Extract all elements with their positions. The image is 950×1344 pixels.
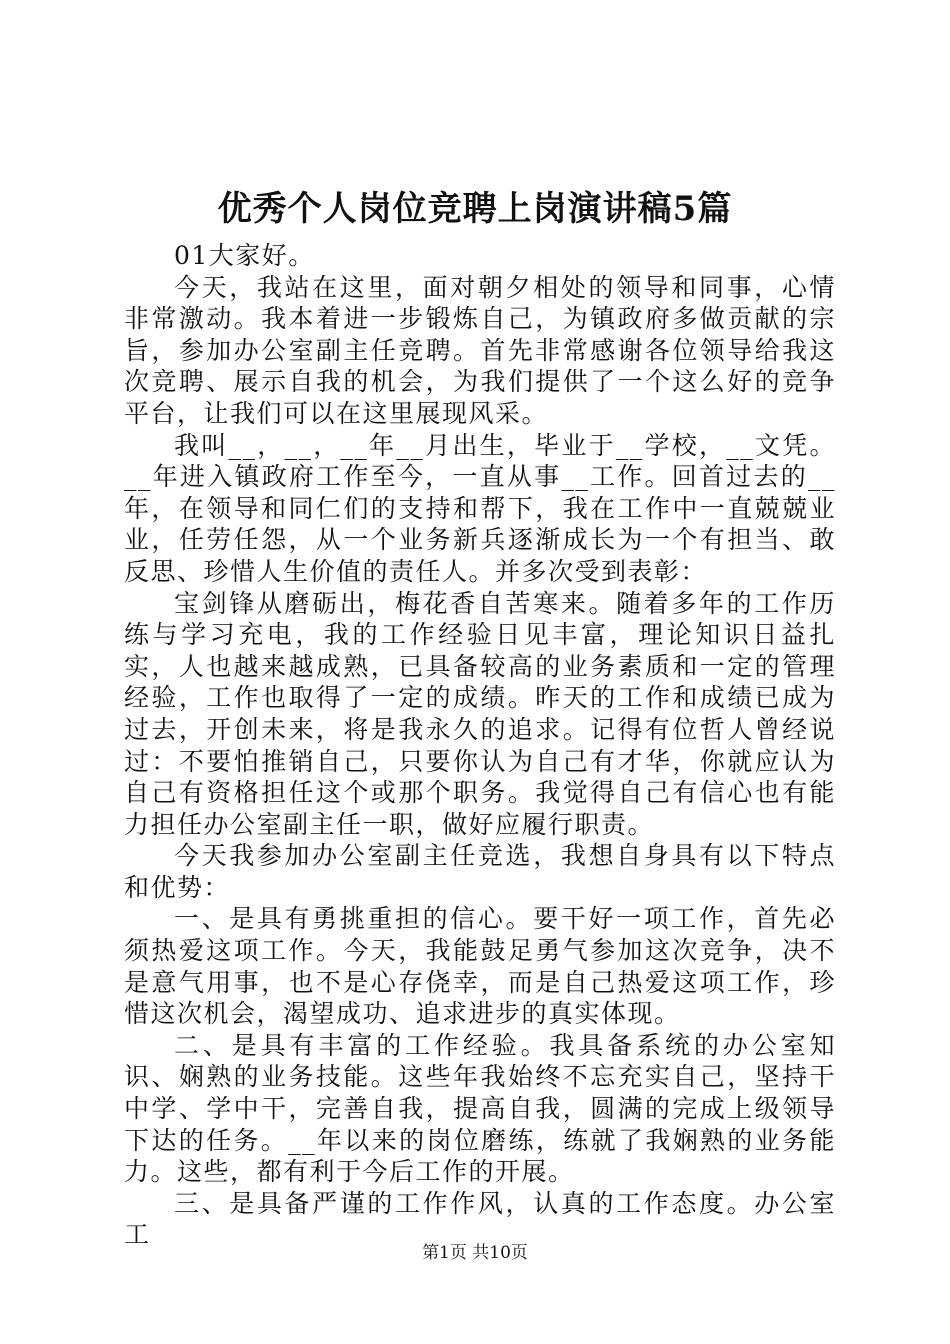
paragraph: 今天，我站在这里，面对朝夕相处的领导和同事，心情非常激动。我本着进一步锻炼自己，为镇政府多做贡献的宗旨，参加办公室副主任竞聘。首先非常感谢各位领导给我这次竞聘、展示自我的机会，为我们提供了一个这么好的竞争平台，让我们可以在这里展现风采。 <box>124 272 836 428</box>
page-footer: 第1页 共10页 <box>422 1243 528 1263</box>
paragraph: 今天我参加办公室副主任竞选，我想自身具有以下特点和优势： <box>124 841 836 902</box>
paragraph: 二、是具有丰富的工作经验。我具备系统的办公室知识、娴熟的业务技能。这些年我始终不忘充实自己，坚持干中学、学中干，完善自我，提高自我，圆满的完成上级领导下达的任务。__年以来的岗位磨练，练就了我娴熟的业务能力。这些，都有利于今后工作的开展。 <box>124 1030 836 1187</box>
document-title: 优秀个人岗位竞聘上岗演讲稿5篇 <box>217 189 733 229</box>
paragraph: 一、是具有勇挑重担的信心。要干好一项工作，首先必须热爱这项工作。今天，我能鼓足勇气参加这次竞争，决不是意气用事，也不是心存侥幸，而是自己热爱这项工作，珍惜这次机会，渴望成功、追求进步的真实体现。 <box>124 904 836 1029</box>
paragraph: 宝剑锋从磨砺出，梅花香自苦寒来。随着多年的工作历练与学习充电，我的工作经验日见丰富，理论知识日益扎实，人也越来越成熟，已具备较高的业务素质和一定的管理经验，工作也取得了一定的成绩。昨天的工作和成绩已成为过去，开创未来，将是我永久的追求。记得有位哲人曾经说过：不要怕推销自己，只要你认为自己有才华，你就应认为自己有资格担任这个或那个职务。我觉得自己有信心也有能力担任办公室副主任一职，做好应履行职责。 <box>124 588 836 839</box>
paragraph: 我叫__，__，__年__月出生，毕业于__学校，__文凭。__年进入镇政府工作至今，一直从事__工作。回首过去的__年，在领导和同仁们的支持和帮下，我在工作中一直兢兢业业，任劳任怨，从一个业务新兵逐渐成长为一个有担当、敢反思、珍惜人生价值的责任人。并多次受到表彰： <box>124 430 836 586</box>
paragraph: 三、是具备严谨的工作作风，认真的工作态度。办公室工 <box>124 1188 836 1250</box>
document-body <box>124 240 836 1251</box>
paragraph: 01大家好。 <box>174 241 315 270</box>
